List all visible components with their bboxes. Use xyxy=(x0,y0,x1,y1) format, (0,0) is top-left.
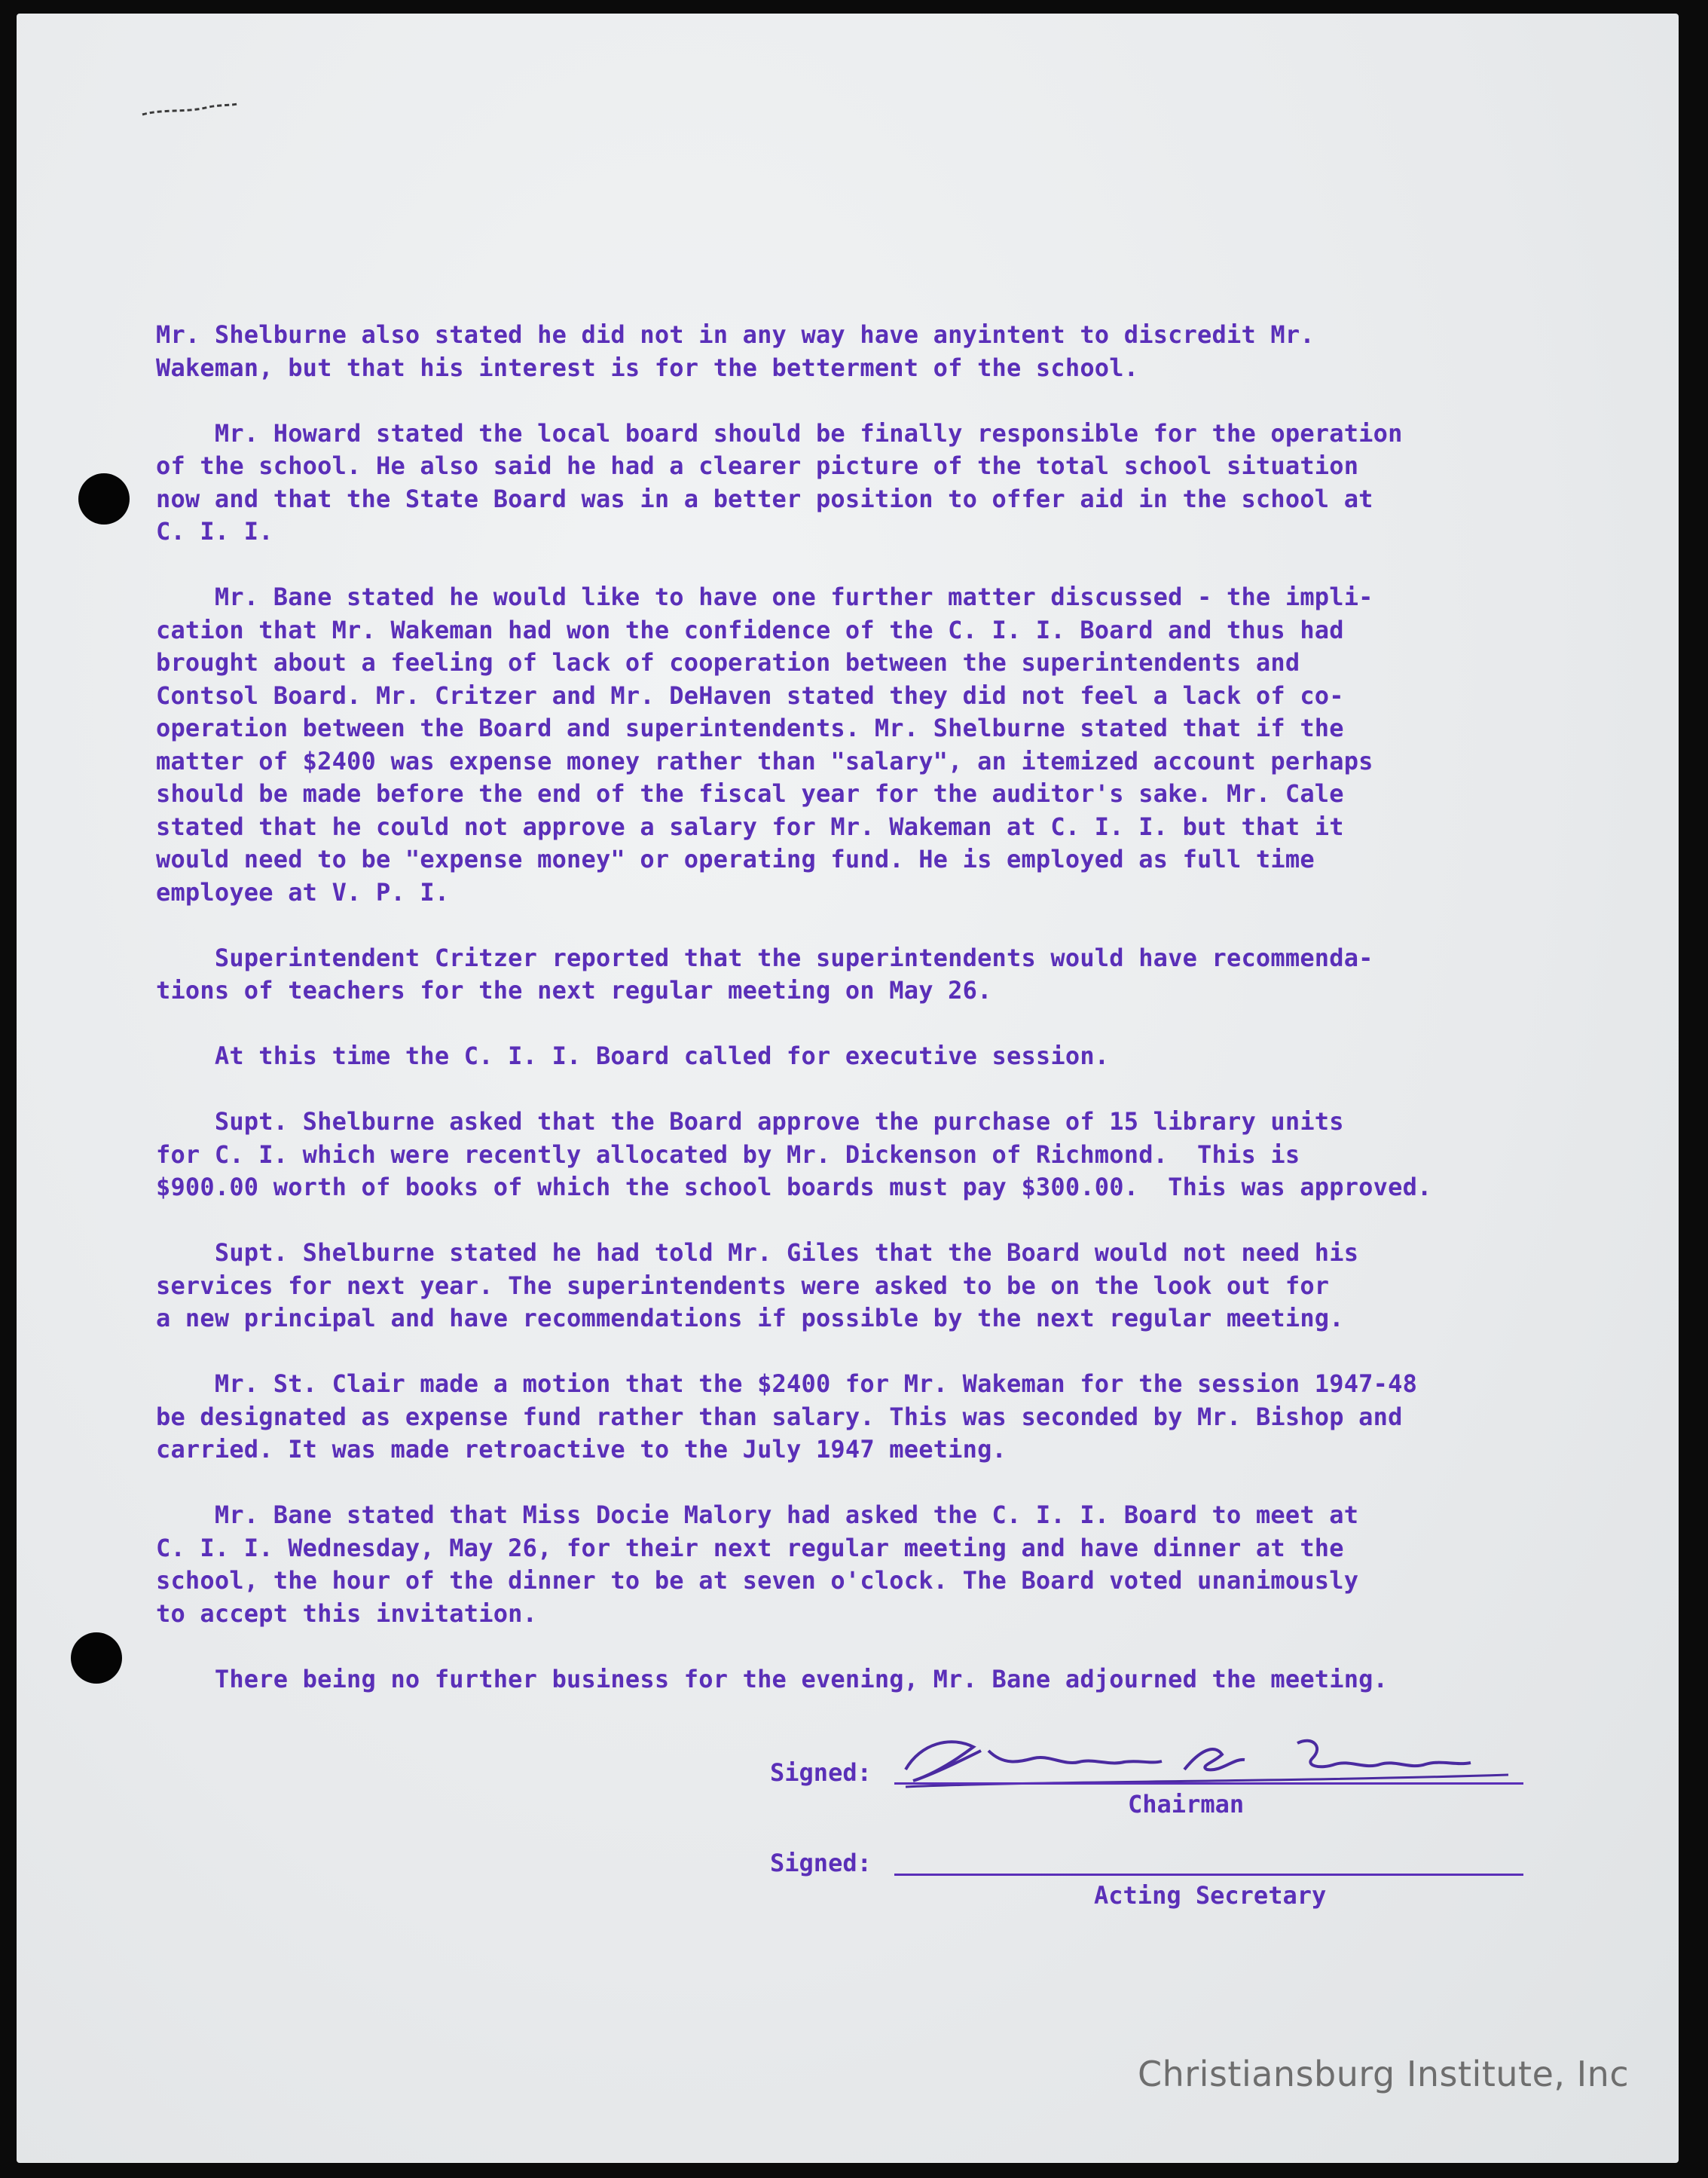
text-line: to accept this invitation. xyxy=(156,1598,538,1628)
paragraph xyxy=(156,1663,1587,1696)
paragraph xyxy=(156,418,1587,549)
pencil-mark xyxy=(141,102,239,119)
text-line: Mr. St. Clair made a motion that the $2400 for Mr. Wakeman for the session 1947-48 xyxy=(156,1369,1418,1398)
paragraph xyxy=(156,319,1587,384)
signature-block xyxy=(770,1743,1538,1939)
text-line: would need to be "expense money" or operating fund. He is employed as full time xyxy=(156,845,1315,873)
text-line: There being no further business for the evening, Mr. Bane adjourned the meeting. xyxy=(156,1664,1389,1693)
text-line: Superintendent Critzer reported that the superintendents would have recommenda- xyxy=(156,943,1373,972)
text-line: should be made before the end of the fiscal year for the auditor's sake. Mr. Cale xyxy=(156,779,1344,808)
text-line: operation between the Board and superintendents. Mr. Shelburne stated that if the xyxy=(156,714,1344,742)
document-page xyxy=(17,14,1679,2163)
signed-label-secretary: Signed: xyxy=(770,1849,872,1877)
paragraph xyxy=(156,1237,1587,1335)
text-line: now and that the State Board was in a better position to offer aid in the school at xyxy=(156,484,1373,513)
text-line: services for next year. The superintendents were asked to be on the look out for xyxy=(156,1271,1330,1300)
punch-hole-top xyxy=(78,473,130,525)
role-chairman: Chairman xyxy=(1128,1790,1245,1819)
paragraph xyxy=(156,1040,1587,1073)
punch-hole-bottom xyxy=(71,1632,122,1684)
signature-line-secretary xyxy=(894,1874,1523,1876)
text-line: Mr. Shelburne also stated he did not in any way have anyintent to discredit Mr. xyxy=(156,320,1315,349)
paragraph xyxy=(156,1499,1587,1630)
document-body xyxy=(156,319,1587,1729)
text-line: At this time the C. I. I. Board called for executive session. xyxy=(156,1042,1110,1070)
paragraph xyxy=(156,942,1587,1008)
handwritten-signature xyxy=(891,1728,1516,1796)
paragraph xyxy=(156,581,1587,909)
text-line: Mr. Howard stated the local board should be finally responsible for the operation xyxy=(156,418,1403,448)
watermark-text: Christiansburg Institute, Inc xyxy=(1138,2054,1630,2094)
text-line: a new principal and have recommendations if possible by the next regular meeting. xyxy=(156,1304,1344,1332)
text-line: Mr. Bane stated that Miss Docie Malory had asked the C. I. I. Board to meet at xyxy=(156,1500,1359,1529)
signature-line-chairman xyxy=(894,1782,1523,1785)
text-line: of the school. He also said he had a clearer picture of the total school situation xyxy=(156,451,1359,480)
text-line: be designated as expense fund rather than salary. This was seconded by Mr. Bishop and xyxy=(156,1402,1403,1431)
role-acting-secretary: Acting Secretary xyxy=(1094,1881,1327,1910)
text-line: carried. It was made retroactive to the July 1947 meeting. xyxy=(156,1435,1007,1464)
paragraph xyxy=(156,1106,1587,1204)
text-line: C. I. I. xyxy=(156,517,273,546)
text-line: C. I. I. Wednesday, May 26, for their next regular meeting and have dinner at the xyxy=(156,1533,1344,1562)
text-line: employee at V. P. I. xyxy=(156,877,450,907)
text-line: tions of teachers for the next regular meeting on May 26. xyxy=(156,976,992,1005)
text-line: for C. I. which were recently allocated by Mr. Dickenson of Richmond. This is xyxy=(156,1139,1300,1169)
text-line: $900.00 worth of books of which the school boards must pay $300.00. This was approved. xyxy=(156,1173,1432,1201)
text-line: Contsol Board. Mr. Critzer and Mr. DeHaven stated they did not feel a lack of co- xyxy=(156,681,1344,710)
text-line: Supt. Shelburne stated he had told Mr. Giles that the Board would not need his xyxy=(156,1238,1359,1267)
text-line: Wakeman, but that his interest is for the betterment of the school. xyxy=(156,353,1139,382)
text-line: cation that Mr. Wakeman had won the confidence of the C. I. I. Board and thus had xyxy=(156,615,1344,644)
signed-label-chairman: Signed: xyxy=(770,1758,872,1787)
text-line: stated that he could not approve a salary for Mr. Wakeman at C. I. I. but that it xyxy=(156,812,1344,841)
text-line: Supt. Shelburne asked that the Board approve the purchase of 15 library units xyxy=(156,1107,1344,1136)
text-line: school, the hour of the dinner to be at seven o'clock. The Board voted unanimously xyxy=(156,1566,1359,1595)
paragraph xyxy=(156,1368,1587,1467)
text-line: matter of $2400 was expense money rather than "salary", an itemized account perhaps xyxy=(156,746,1373,775)
text-line: brought about a feeling of lack of cooperation between the superintendents and xyxy=(156,648,1300,677)
text-line: Mr. Bane stated he would like to have one further matter discussed - the impli- xyxy=(156,583,1373,611)
